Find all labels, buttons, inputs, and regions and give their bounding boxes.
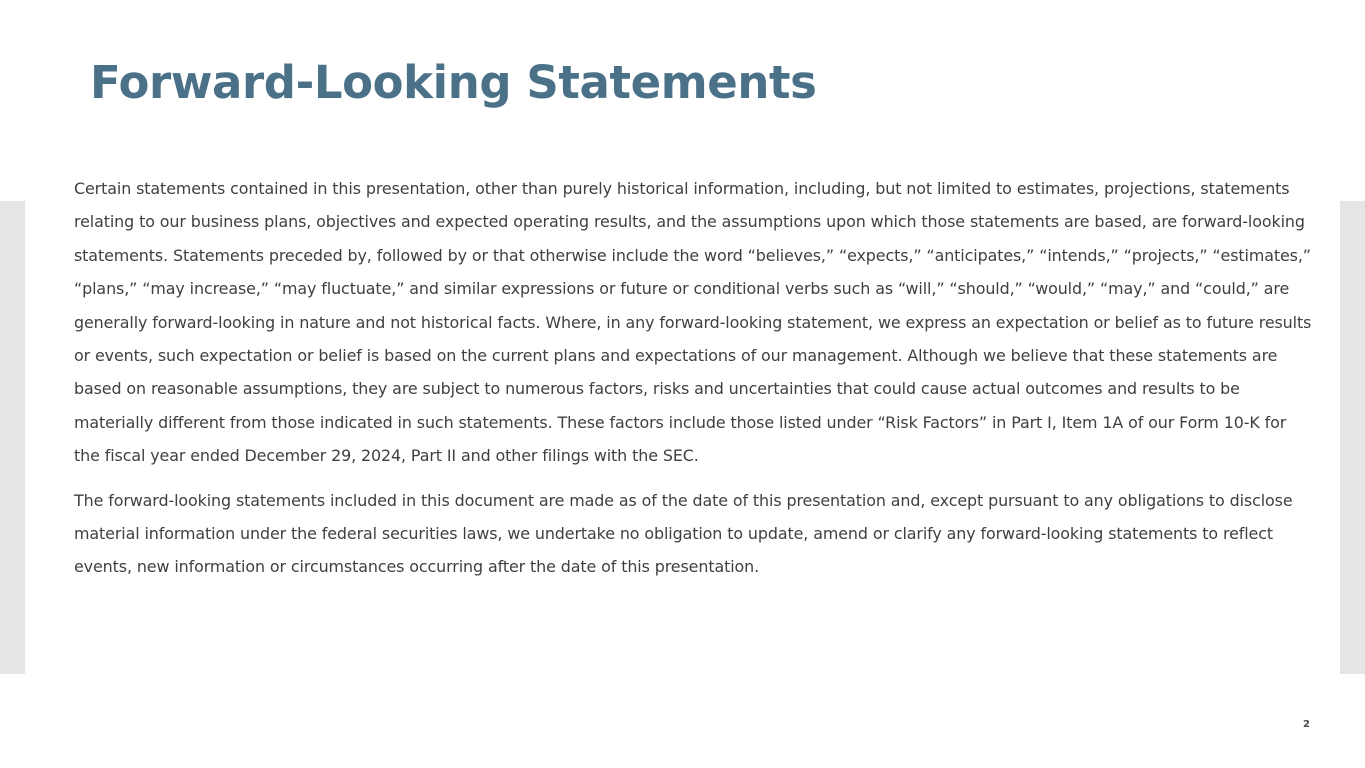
body-text — [74, 172, 1314, 584]
left-side-band — [0, 201, 25, 674]
paragraph-no-obligation: The forward-looking statements included in this document are made as of the date of this presentation and, except pursuant to any obligations to disclose material information under the federal securities laws, we undertake no obligation to update, amend or clarify any forward-looking statements to reflect events, new information or circumstances occurring after the date of this presentation. — [74, 490, 1293, 577]
right-side-band — [1340, 201, 1365, 674]
paragraph-forward-looking-definition: Certain statements contained in this presentation, other than purely historical information, including, but not limited to estimates, projections, statements relating to our business plans, objectives and expected operating results, and the assumptions upon which those statements are based, are forward-looking statements. Statements preceded by, followed by or that otherwise include the word “believes,” “expects,” “anticipates,” “intends,” “projects,” “estimates,” “plans,” “may increase,” “may fluctuate,” and similar expressions or future or conditional verbs such as “will,” “should,” “would,” “may,” and “could,” are generally forward-looking in nature and not historical facts. Where, in any forward-looking statement, we express an expectation or belief as to future results or events, such expectation or belief is based on the current plans and expectations of our management. Although we believe that these statements are based on reasonable assumptions, they are subject to numerous factors, risks and uncertainties that could cause actual outcomes and results to be materially different from those indicated in such statements. These factors include those listed under “Risk Factors” in Part I, Item 1A of our Form 10-K for the fiscal year ended December 29, 2024, Part II and other filings with the SEC. — [74, 179, 1312, 466]
page-number: 2 — [1303, 719, 1310, 730]
slide-title: Forward-Looking Statements — [90, 56, 817, 109]
